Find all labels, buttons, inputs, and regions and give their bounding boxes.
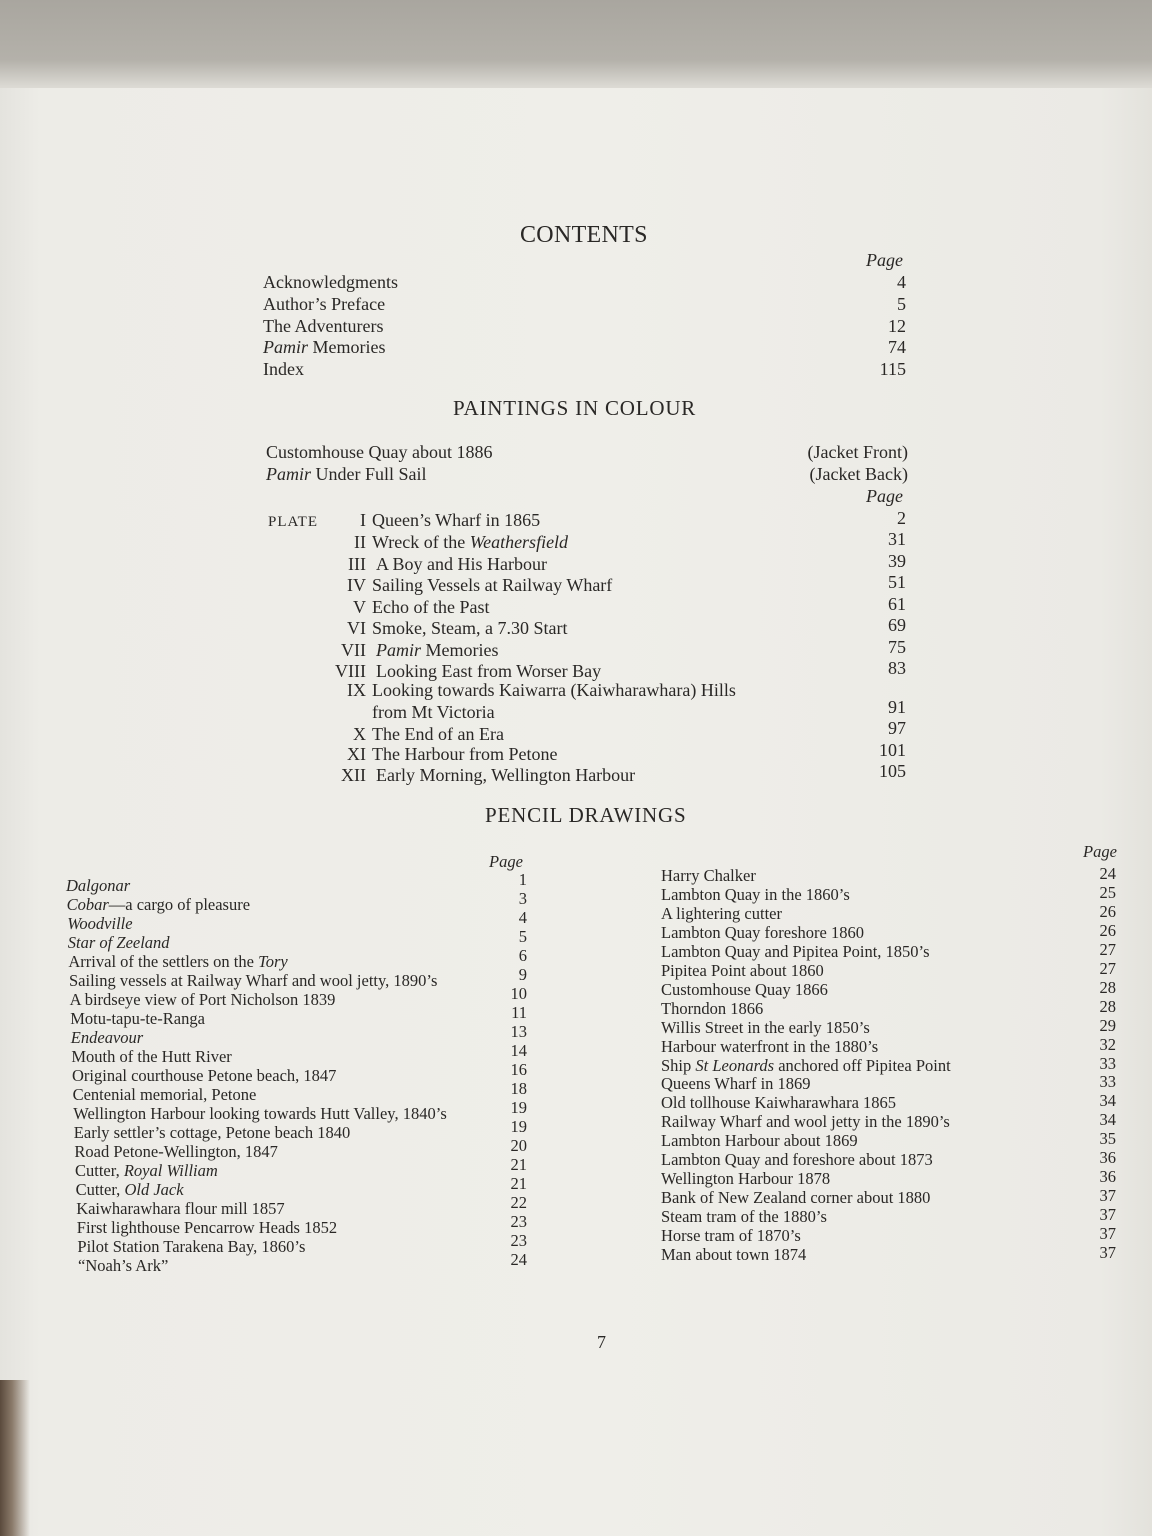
entry-italic-text: St Leonards	[695, 1055, 775, 1075]
entry-italic-text: Endeavour	[70, 1028, 144, 1047]
pencil-page: 16	[510, 1060, 527, 1079]
contents-page-label: Page	[866, 250, 903, 270]
entry-text: Railway Wharf and wool jetty in the 1890’s	[661, 1112, 950, 1132]
entry-title	[76, 1199, 284, 1219]
entry-text: Old tollhouse Kaiwharawhara 1865	[661, 1093, 897, 1113]
pencil-page: 35	[1099, 1129, 1116, 1149]
entry-title	[376, 640, 498, 661]
entry-title	[73, 1104, 447, 1124]
entry-text: Author’s Preface	[263, 293, 386, 314]
entry-text: Early settler’s cottage, Petone beach 1840	[73, 1123, 351, 1142]
entry-title	[67, 914, 132, 934]
entry-text: Thorndon 1866	[661, 998, 764, 1018]
pencil-page: 34	[1099, 1091, 1116, 1111]
entry-title	[263, 294, 385, 315]
entry-text: Customhouse Quay about 1886	[266, 442, 493, 462]
entry-title	[661, 1018, 870, 1038]
entry-text: Wellington Harbour looking towards Hutt Valley, 1840’s	[73, 1104, 447, 1123]
entry-title	[70, 1009, 205, 1029]
pencil-page: 37	[1099, 1205, 1116, 1225]
entry-title	[661, 1037, 878, 1057]
plate-numeral: XII	[341, 765, 366, 785]
plate-numeral: XI	[347, 744, 366, 764]
plate-numeral: V	[353, 597, 366, 617]
entry-text: Road Petone-Wellington, 1847	[74, 1142, 278, 1161]
entry-title	[72, 1066, 336, 1086]
entry-text: Ship	[661, 1055, 696, 1075]
pencil-page: 24	[1099, 864, 1116, 883]
paintings-heading: PAINTINGS IN COLOUR	[453, 396, 697, 420]
pencil-page: 28	[1099, 977, 1116, 997]
entry-italic-text: Tory	[258, 952, 288, 971]
pencil-page: 36	[1099, 1148, 1116, 1168]
entry-text: Pipitea Point about 1860	[661, 960, 824, 980]
plate-page: 101	[879, 740, 906, 760]
entry-title	[661, 885, 850, 905]
plate-page: 75	[888, 637, 906, 657]
entry-page: 4	[897, 272, 906, 292]
entry-text: Lambton Harbour about 1869	[661, 1131, 858, 1151]
entry-text: Sailing Vessels at Railway Wharf	[372, 575, 613, 595]
pencil-page: 13	[510, 1022, 527, 1041]
entry-title	[73, 1085, 257, 1105]
entry-text: Index	[263, 359, 304, 380]
entry-title	[376, 661, 601, 682]
entry-italic-text: Pamir	[263, 337, 308, 358]
pencil-page: 27	[1099, 939, 1116, 959]
entry-italic-text: Pamir	[266, 464, 311, 484]
entry-title	[75, 1161, 218, 1181]
entry-text: Echo of the Past	[372, 597, 490, 617]
entry-text: Looking East from Worser Bay	[376, 661, 602, 681]
plate-page: 97	[888, 718, 906, 738]
entry-italic-text: Old Jack	[124, 1180, 184, 1199]
entry-text: from Mt Victoria	[372, 702, 495, 722]
pencil-left-page-label: Page	[489, 852, 523, 871]
pencil-page: 26	[1099, 920, 1116, 940]
entry-title	[661, 1056, 951, 1076]
entry-text: Harry Chalker	[661, 866, 756, 885]
entry-title	[661, 961, 824, 981]
pencil-page: 26	[1099, 901, 1116, 921]
entry-text: Wreck of the	[372, 532, 470, 552]
entry-text: A lightering cutter	[661, 903, 782, 923]
pencil-page: 6	[518, 946, 527, 965]
plate-page: 2	[897, 508, 906, 528]
entry-title	[263, 272, 398, 293]
plate-label: PLATE	[268, 514, 318, 530]
entry-title	[68, 952, 287, 972]
pencil-page: 23	[510, 1212, 527, 1231]
entry-title	[74, 1142, 278, 1162]
entry-text: Mouth of the Hutt River	[71, 1047, 232, 1066]
entry-text: Pilot Station Tarakena Bay, 1860’s	[77, 1237, 306, 1256]
plate-page: 105	[879, 761, 906, 781]
plate-page: 69	[888, 615, 906, 635]
entry-title	[74, 1123, 350, 1143]
entry-title	[263, 316, 383, 337]
entry-italic-text: Weathersfield	[469, 532, 569, 552]
entry-text: Centenial memorial, Petone	[72, 1085, 257, 1104]
entry-title	[661, 1112, 950, 1132]
entry-title	[263, 359, 304, 380]
entry-title	[71, 1028, 143, 1048]
entry-page: 5	[897, 293, 906, 314]
plate-numeral: VII	[341, 640, 366, 660]
entry-text: First lighthouse Pencarrow Heads 1852	[76, 1218, 338, 1237]
entry-text: Memories	[308, 337, 386, 358]
pencil-page: 24	[510, 1250, 527, 1269]
jacket-page: (Jacket Back)	[809, 464, 908, 484]
plate-numeral: IV	[347, 575, 366, 595]
entry-text: The End of an Era	[372, 724, 504, 744]
entry-title	[661, 1093, 896, 1113]
entry-text: Lambton Quay and Pipitea Point, 1850’s	[661, 941, 930, 961]
pencil-page: 20	[510, 1136, 527, 1155]
entry-text: The Harbour from Petone	[372, 744, 558, 764]
pencil-page: 1	[518, 870, 527, 889]
pencil-page: 18	[510, 1079, 527, 1098]
plate-numeral: X	[353, 724, 366, 744]
entry-text: Looking towards Kaiwarra (Kaiwharawhara) Hills	[372, 680, 736, 700]
pencil-page: 21	[510, 1174, 527, 1193]
plate-numeral: I	[360, 510, 366, 530]
plate-page: 91	[888, 697, 906, 717]
pencil-page: 14	[510, 1041, 527, 1060]
entry-text: Sailing vessels at Railway Wharf and wool jetty, 1890’s	[69, 971, 438, 990]
pencil-page: 28	[1099, 996, 1116, 1016]
entry-text: Steam tram of the 1880’s	[661, 1207, 827, 1227]
entry-italic-text: Star of Zeeland	[67, 933, 170, 952]
entry-title	[67, 895, 250, 915]
pencil-page: 33	[1099, 1072, 1116, 1092]
entry-text: Queens Wharf in 1869	[661, 1074, 811, 1094]
pencil-page: 23	[510, 1231, 527, 1250]
entry-text: Motu-tapu-te-Ranga	[70, 1009, 205, 1028]
entry-title	[372, 744, 557, 765]
entry-italic-text: Pamir	[376, 640, 421, 660]
pencil-right-page-label: Page	[1083, 842, 1117, 861]
entry-title	[661, 866, 756, 886]
entry-text: Original courthouse Petone beach, 1847	[72, 1066, 337, 1085]
entry-title	[372, 532, 568, 553]
entry-page: 12	[888, 315, 906, 336]
entry-text: Smoke, Steam, a 7.30 Start	[372, 618, 568, 638]
plate-numeral: III	[348, 554, 366, 574]
pencil-page: 22	[510, 1193, 527, 1212]
entry-title	[76, 1180, 184, 1200]
entry-text: Arrival of the settlers on the	[68, 952, 259, 971]
entry-title	[71, 1047, 231, 1067]
page-number: 7	[597, 1332, 606, 1352]
plate-page: 51	[888, 572, 906, 592]
entry-text: Man about town 1874	[661, 1245, 807, 1264]
entry-title	[372, 680, 736, 701]
entry-text: A Boy and His Harbour	[376, 554, 547, 574]
entry-text: Harbour waterfront in the 1880’s	[661, 1036, 879, 1056]
entry-text: anchored off Pipitea Point	[774, 1055, 951, 1075]
page-edge-shadow	[0, 1380, 30, 1536]
pencil-page: 32	[1099, 1034, 1116, 1054]
pencil-page: 4	[518, 908, 527, 927]
contents-heading: CONTENTS	[520, 222, 648, 248]
entry-title	[376, 554, 547, 575]
entry-title	[266, 464, 427, 485]
entry-title	[376, 765, 635, 786]
entry-text: A birdseye view of Port Nicholson 1839	[69, 990, 336, 1009]
plates-page-label: Page	[866, 486, 903, 506]
plate-numeral: VI	[347, 618, 366, 638]
entry-text: Lambton Quay foreshore 1860	[661, 922, 864, 942]
entry-title	[68, 933, 170, 953]
entry-title	[372, 510, 540, 531]
entry-text: Lambton Quay in the 1860’s	[661, 884, 850, 904]
pencil-page: 5	[518, 927, 527, 946]
entry-title	[77, 1237, 305, 1257]
entry-text: Bank of New Zealand corner about 1880	[661, 1188, 931, 1208]
pencil-page: 10	[510, 984, 527, 1003]
entry-italic-text: Woodville	[67, 914, 133, 933]
entry-title	[77, 1218, 337, 1238]
pencil-page: 25	[1099, 882, 1116, 902]
plate-page: 83	[888, 658, 906, 678]
entry-text: Cutter,	[75, 1180, 125, 1199]
entry-page: 74	[888, 337, 906, 358]
entry-title	[661, 1150, 933, 1170]
entry-title	[661, 1245, 806, 1265]
plate-numeral: VIII	[335, 661, 366, 681]
entry-title	[372, 575, 612, 596]
entry-page: 115	[879, 359, 906, 380]
entry-title	[66, 876, 130, 896]
entry-title	[661, 1131, 858, 1151]
entry-title	[661, 1074, 811, 1094]
pencil-page: 9	[518, 965, 527, 984]
pencil-page: 37	[1099, 1224, 1116, 1244]
entry-italic-text: Cobar	[66, 895, 109, 914]
entry-title	[372, 724, 504, 745]
entry-title	[372, 702, 495, 723]
entry-title	[263, 337, 385, 358]
entry-text: “Noah’s Ark”	[78, 1256, 169, 1275]
entry-text: Acknowledgments	[263, 272, 398, 292]
entry-text: Lambton Quay and foreshore about 1873	[661, 1150, 933, 1170]
jacket-page: (Jacket Front)	[807, 442, 908, 462]
plate-numeral: II	[354, 532, 366, 552]
entry-title	[78, 1256, 168, 1276]
entry-title	[661, 980, 828, 1000]
entry-title	[69, 971, 437, 991]
entry-title	[372, 597, 489, 618]
pencil-page: 37	[1099, 1186, 1116, 1206]
entry-text: Kaiwharawhara flour mill 1857	[76, 1199, 285, 1218]
pencil-page: 19	[510, 1117, 527, 1136]
entry-text: Horse tram of 1870’s	[661, 1226, 801, 1246]
entry-title	[661, 904, 782, 924]
plate-numeral: IX	[347, 680, 366, 700]
plate-page: 61	[888, 594, 906, 614]
pencil-page: 21	[510, 1155, 527, 1174]
entry-italic-text: Dalgonar	[66, 876, 131, 895]
pencil-page: 19	[510, 1098, 527, 1117]
pencil-page: 33	[1099, 1053, 1116, 1073]
entry-title	[70, 990, 336, 1010]
pencil-page: 3	[518, 889, 527, 908]
entry-text: Cutter,	[75, 1161, 124, 1180]
entry-text: Early Morning, Wellington Harbour	[376, 765, 636, 785]
pencil-heading: PENCIL DRAWINGS	[485, 803, 687, 827]
entry-text: Willis Street in the early 1850’s	[661, 1017, 870, 1037]
entry-title	[661, 999, 763, 1019]
entry-title	[266, 442, 493, 463]
pencil-page: 36	[1099, 1167, 1116, 1187]
plate-page: 39	[888, 551, 906, 571]
entry-title	[661, 923, 864, 943]
entry-title	[661, 1169, 830, 1189]
pencil-page: 29	[1099, 1015, 1116, 1035]
entry-text: Customhouse Quay 1866	[661, 979, 828, 999]
plate-page: 31	[888, 529, 906, 549]
entry-title	[661, 1188, 930, 1208]
entry-title	[372, 618, 567, 639]
entry-text: —a cargo of pleasure	[108, 895, 251, 914]
entry-title	[661, 1226, 801, 1246]
pencil-page: 37	[1099, 1243, 1116, 1262]
entry-text: The Adventurers	[263, 315, 384, 336]
entry-text: Wellington Harbour 1878	[661, 1169, 831, 1189]
pencil-page: 27	[1099, 958, 1116, 978]
entry-title	[661, 1207, 827, 1227]
entry-text: Under Full Sail	[311, 464, 427, 484]
pencil-page: 34	[1099, 1110, 1116, 1130]
pencil-page: 11	[511, 1003, 527, 1022]
entry-text: Memories	[421, 640, 499, 660]
entry-italic-text: Royal William	[123, 1161, 218, 1180]
entry-title	[661, 942, 930, 962]
entry-text: Queen’s Wharf in 1865	[372, 510, 541, 530]
